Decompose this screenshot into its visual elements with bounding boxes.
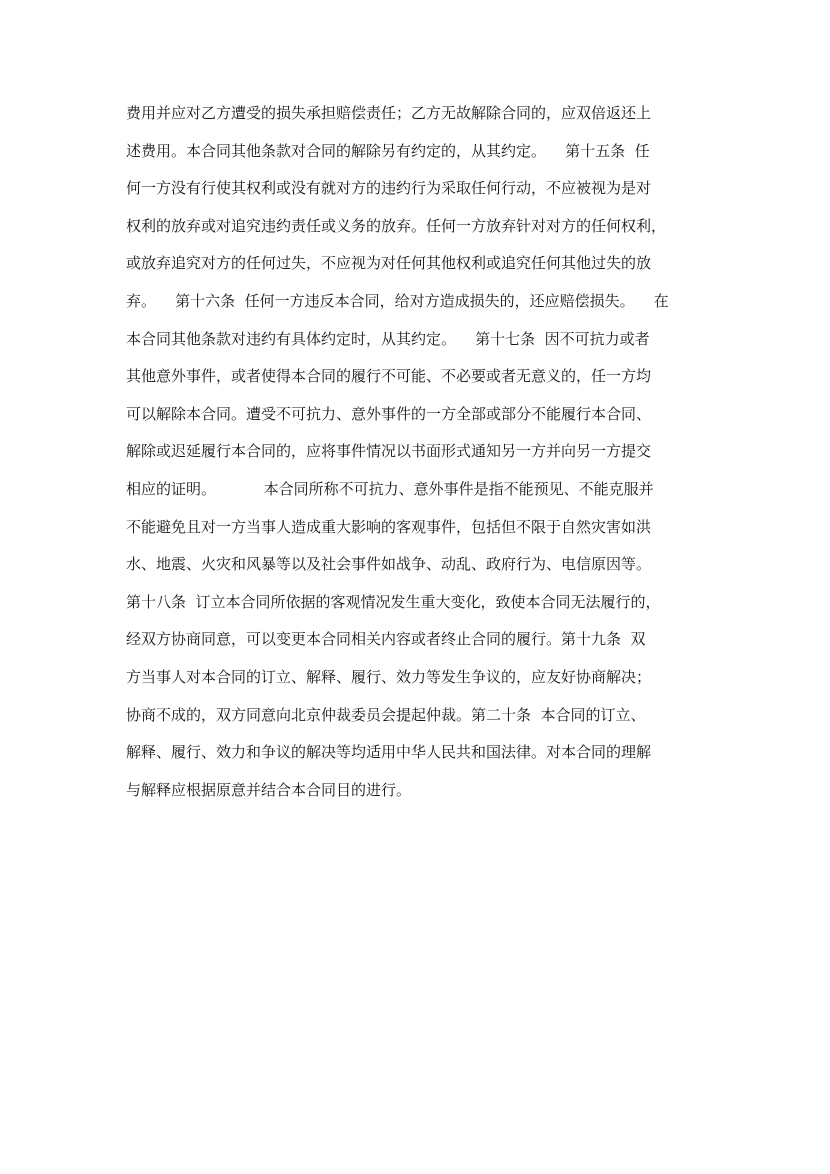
text-line: 可以解除本合同。遭受不可抗力、意外事件的一方全部或部分不能履行本合同、 <box>126 404 652 423</box>
text-line: 何一方没有行使其权利或没有就对方的违约行为采取任何行动，不应被视为是对 <box>126 179 652 198</box>
text-line: 第十八条 订立本合同所依据的客观情况发生重大变化，致使本合同无法履行的， <box>126 592 661 611</box>
text-line: 述费用。本合同其他条款对合同的解除另有约定的，从其约定。 第十五条 任 <box>126 141 650 160</box>
text-line: 解释、履行、效力和争议的解决等均适用中华人民共和国法律。对本合同的理解 <box>126 743 652 762</box>
text-line: 费用并应对乙方遭受的损失承担赔偿责任；乙方无故解除合同的，应双倍返还上 <box>126 104 652 122</box>
text-line: 方当事人对本合同的订立、解释、履行、效力等发生争议的，应友好协商解决； <box>126 667 652 686</box>
text-line: 权利的放弃或对追究违约责任或义务的放弃。任何一方放弃针对对方的任何权利， <box>126 216 667 235</box>
text-line: 与解释应根据原意并结合本合同目的进行。 <box>126 780 412 799</box>
text-line: 相应的证明。 本合同所称不可抗力、意外事件是指不能预见、不能克服并 <box>126 479 654 498</box>
text-line: 本合同其他条款对违约有具体约定时，从其约定。 第十七条 因不可抗力或者 <box>126 329 650 348</box>
text-line: 其他意外事件，或者使得本合同的履行不可能、不必要或者无意义的，任一方均 <box>126 367 652 386</box>
text-line: 解除或迟延履行本合同的，应将事件情况以书面形式通知另一方并向另一方提交 <box>126 442 652 461</box>
contract-body <box>126 95 726 809</box>
text-line: 协商不成的，双方同意向北京仲裁委员会提起仲裁。第二十条 本合同的订立、 <box>126 705 646 724</box>
text-line: 弃。 第十六条 任何一方违反本合同，给对方造成损失的，还应赔偿损失。 在 <box>126 291 669 310</box>
text-line: 水、地震、火灾和风暴等以及社会事件如战争、动乱、政府行为、电信原因等。 <box>126 555 652 574</box>
text-line: 或放弃追究对方的任何过失，不应视为对任何其他权利或追究任何其他过失的放 <box>126 254 652 273</box>
text-line: 不能避免且对一方当事人造成重大影响的客观事件，包括但不限于自然灾害如洪 <box>126 517 652 536</box>
text-line: 经双方协商同意，可以变更本合同相关内容或者终止合同的履行。第十九条 双 <box>126 630 646 649</box>
